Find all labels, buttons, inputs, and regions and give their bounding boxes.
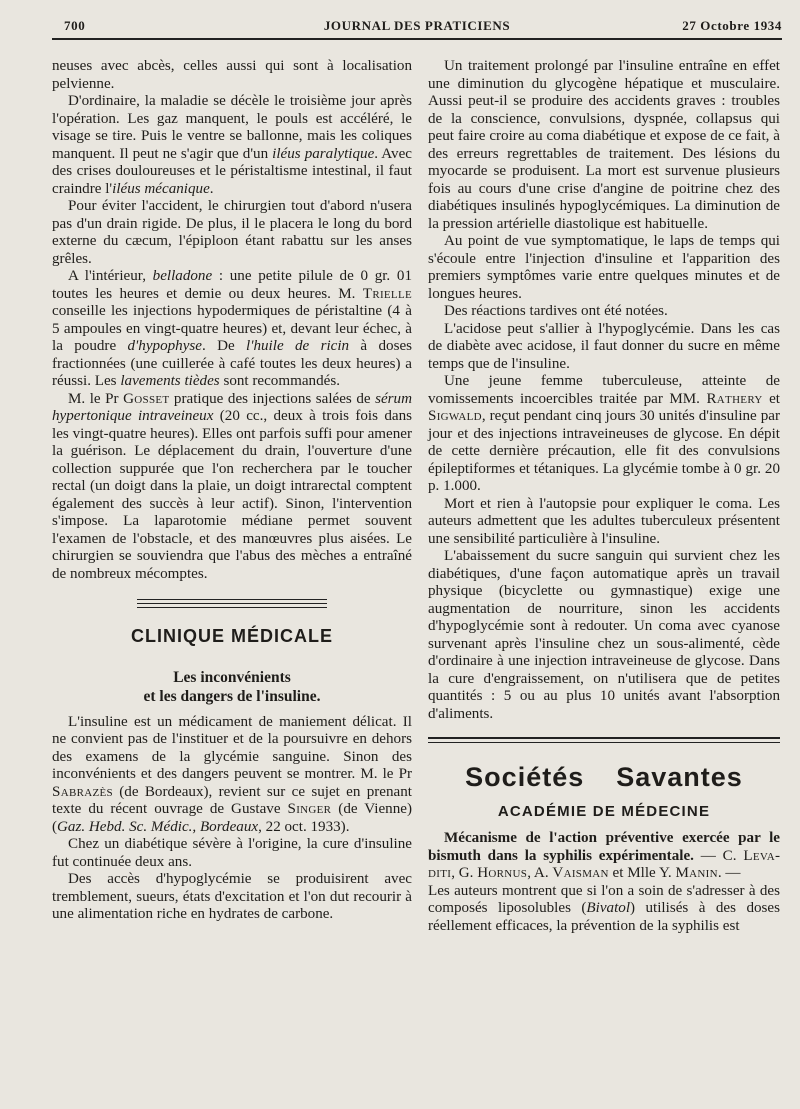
paragraph: L'acidose peut s'allier à l'hypoglycémie. Dans les cas de diabète avec acidose, il faut donner du sucre en même temps que de l'insuline. bbox=[428, 320, 780, 372]
paragraph: Un traitement prolongé par l'insuline entraîne en effet une diminution du glycogène hépatique et musculaire. Aussi peut-il se produire des accidents graves : troubles de la conscience, convulsions, dyspnée, collapsus qui peut faire croire au coma diabétique et expose de ce fait, à des erreurs regrettables de traitement. Des lésions du myocarde se produisent. La mort est survenue plusieurs fois au cours d'une crise d'angine de poitrine chez des diabétiques insulinés hypoglycémiques. La diminution de la pression artérielle diastolique est habituelle. bbox=[428, 58, 780, 232]
paragraph: Pour éviter l'accident, le chirurgien tout d'abord n'usera pas d'un drain rigide. De plus, il le placera le long du bord externe du cæcum, l'épiploon étant rabattu sur les anses grêles. bbox=[52, 198, 412, 267]
article-title: Les inconvénients et les dangers de l'insuline. bbox=[143, 668, 321, 705]
section-divider bbox=[428, 737, 780, 743]
paragraph: Au point de vue symptomatique, le laps de temps qui s'écoule entre l'injection d'insuline et l'apparition des premiers symptômes varie entre quelques minutes et de longues heures. bbox=[428, 233, 780, 302]
page-number: 700 bbox=[64, 18, 86, 33]
subsection-heading: ACADÉMIE DE MÉDECINE bbox=[497, 802, 711, 820]
paragraph: A l'intérieur, belladone : une petite pilule de 0 gr. 01 toutes les heures et demie ou deux heures. M. Trielle conseille les injections hypodermiques de péristaltine (4 à 5 ampoules en vingt-quatre heures) et, devant leur échec, à la poudre d'hypophyse. De l'huile de ricin à doses fractionnées (une cuillerée à café toutes les deux heures) a réussi. Les lavements tièdes sont recommandés. bbox=[52, 268, 413, 389]
abstract-paragraph: Mécanisme de l'action préventive exercée par le bismuth dans la syphilis expérimentale. — C. Levaditi, G. Hornus, A. Vaisman et Mlle Y. Manin. — bbox=[428, 830, 780, 881]
left-column bbox=[52, 58, 412, 924]
header-rule bbox=[52, 38, 782, 40]
paragraph: Les auteurs montrent que si l'on a soin de s'adresser à des composés liposolubles (Bivatol) utilisés à des doses réellement efficaces, la prévention de la syphilis est bbox=[428, 882, 780, 934]
paragraph: neuses avec abcès, celles aussi qui sont à localisation pelvienne. bbox=[52, 58, 412, 92]
paragraph: Chez un diabétique sévère à l'origine, la cure d'insuline fut continuée deux ans. bbox=[52, 836, 412, 870]
right-column bbox=[428, 58, 780, 935]
paragraph: D'ordinaire, la maladie se décèle le troisième jour après l'opération. Les gaz manquent, le pouls est accéléré, le visage se tire. Puis le ventre se ballonne, mais les coliques manquent. Il peut ne s'agir que d'un iléus paralytique. Avec des crises douloureuses et le péristaltisme intestinal, il faut craindre l'iléus mécanique. bbox=[52, 93, 412, 197]
paragraph: L'abaissement du sucre sanguin qui survient chez les diabétiques, d'une façon automatique après un travail physique (bicyclette ou gymnastique) exige une augmentation de nourriture, sinon les accidents d'hypoglycémie sont à redouter. Un coma avec cyanose survenant après l'insuline chez un sous-alimenté, cède d'ordinaire à une injection intraveineuse de glycose. Dans la cure d'engraissement, on n'utilisera que de petites quantités : 5 ou au plus 10 unités avant l'absorption d'aliments. bbox=[428, 548, 780, 722]
issue-date: 27 Octobre 1934 bbox=[682, 18, 782, 33]
paragraph: Mort et rien à l'autopsie pour expliquer le coma. Les auteurs admettent que les adultes tuberculeux présentent une sensibilité particulière à l'insuline. bbox=[428, 495, 780, 547]
paragraph: M. le Pr Gosset pratique des injections salées de sérum hypertonique intraveineux (20 cc., deux à trois fois dans les vingt-quatre heures). Elles ont parfois suffi pour amener la guérison. Le déplacement du drain, l'ouverture d'une collection suppurée que l'on recherchera par le toucher rectal (un doigt dans la plaie, un doigt intrarectal comptent également des succès à leur actif). Sinon, l'intervention s'impose. La laparotomie médiane permet souvent l'examen de l'obstacle, et des manœuvres plus aisées. Le chirurgien se souviendra que l'abus des mèches a entraîné de nombreux mécomptes. bbox=[52, 390, 412, 582]
paragraph: Des accès d'hypoglycémie se produisirent avec tremblement, sueurs, états d'excitation et l'on dut recourir à une alimentation riche en hydrates de carbone. bbox=[52, 871, 412, 922]
section-heading-societes: Sociétés Savantes bbox=[465, 762, 743, 792]
journal-title: JOURNAL DES PRATICIENS bbox=[323, 18, 511, 33]
paragraph: L'insuline est un médicament de maniement délicat. Il ne convient pas de l'instituer et de la poursuivre en dehors des examens de la glycémie sanguine. Sinon des inconvénients et des dangers peuvent se montrer. M. le Pr Sabrazès (de Bordeaux), revient sur ce sujet en prenant texte du récent ouvrage de Gustave Singer (de Vienne) (Gaz. Hebd. Sc. Médic., Bordeaux, 22 oct. 1933). bbox=[52, 713, 412, 835]
section-heading: CLINIQUE MÉDICALE bbox=[130, 626, 333, 646]
paragraph: Des réactions tardives ont été notées. bbox=[444, 303, 668, 319]
paragraph: Une jeune femme tuberculeuse, atteinte de vomissements incoercibles traitée par MM. Rathery et Sigwald, reçut pendant cinq jours 30 unités d'insuline par jour et des injections intraveineuses de glycose. En dépit de cette dernière précaution, elle fit des convulsions épileptiformes et tétaniques. La glycémie tombe à 0 gr. 20 p. 1.000. bbox=[428, 373, 780, 494]
section-divider bbox=[137, 599, 327, 608]
